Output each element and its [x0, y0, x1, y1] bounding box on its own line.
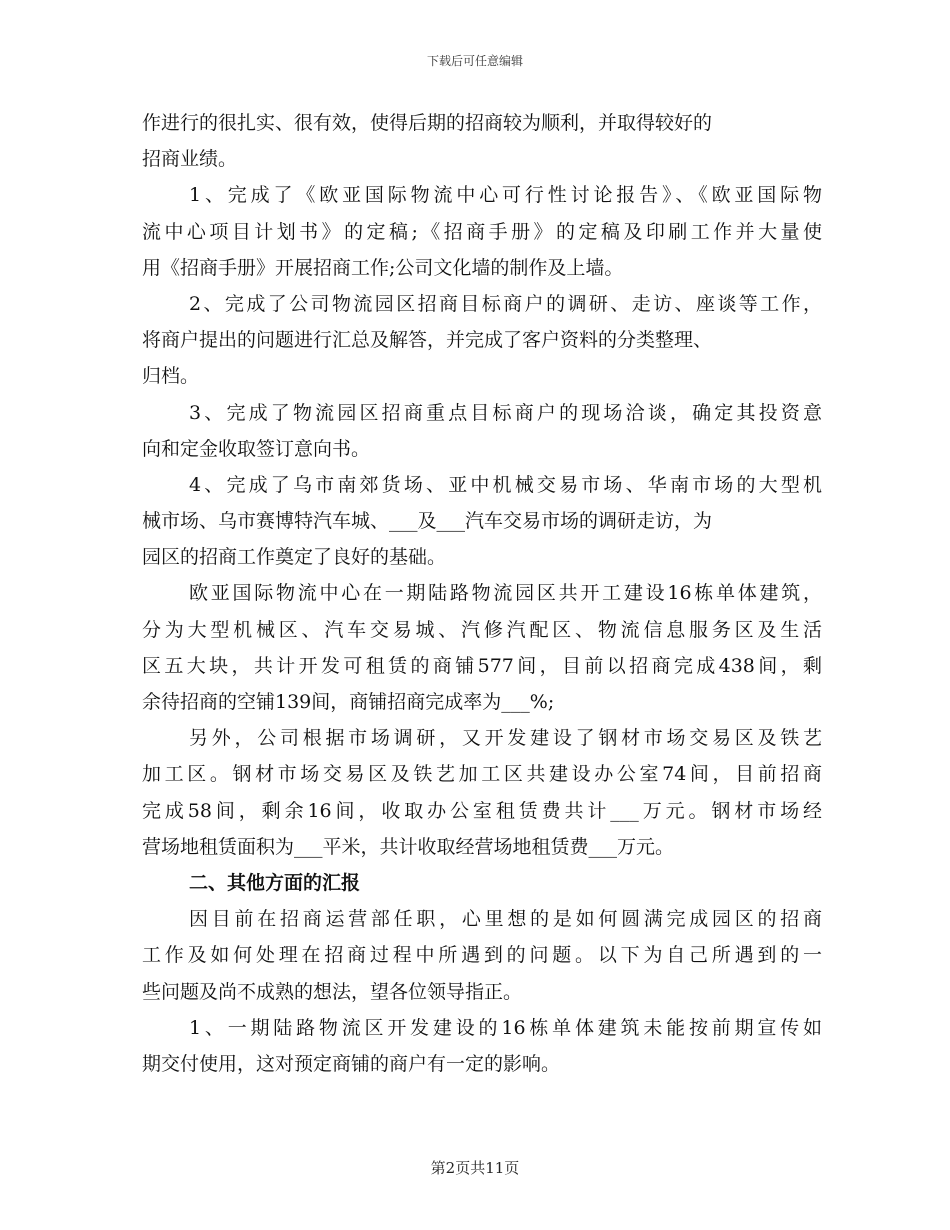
body-text [142, 105, 822, 1082]
text-line: 1、一期陆路物流区开发建设的16栋单体建筑未能按前期宣传如 [189, 1016, 822, 1039]
text-line: 4、完成了乌市南郊货场、亚中机械交易市场、华南市场的大型机 [189, 473, 822, 496]
text-line: 分为大型机械区、汽车交易城、汽修汽配区、物流信息服务区及生活 [142, 618, 822, 641]
text-line: 归档。 [142, 365, 200, 388]
text-line: 2、完成了公司物流园区招商目标商户的调研、走访、座谈等工作， [189, 292, 822, 315]
text-line: 作进行的很扎实、很有效，使得后期的招商较为顺利，并取得较好的 [142, 112, 713, 134]
text-line: 余待招商的空铺139间，商铺招商完成率为___%; [142, 691, 555, 713]
section-heading: 二、其他方面的汇报 [189, 871, 361, 894]
text-line: 营场地租赁面积为___平米，共计收取经营场地租赁费___万元。 [142, 835, 675, 858]
page-footer: 第2页共11页 [430, 1159, 520, 1177]
text-line: 械市场、乌市赛博特汽车城、___及___汽车交易市场的调研走访，为 [142, 510, 713, 533]
text-line: 工作及如何处理在招商过程中所遇到的问题。以下为自己所遇到的一 [142, 944, 822, 967]
text-line: 区五大块，共计开发可租赁的商铺577间，目前以招商完成438间，剩 [142, 654, 822, 677]
text-line: 将商户提出的问题进行汇总及解答，并完成了客户资料的分类整理、 [142, 329, 713, 352]
page-header: 下载后可任意编辑 [426, 54, 523, 68]
text-line: 向和定金收取签订意向书。 [142, 437, 371, 460]
text-line: 完成58间，剩余16间，收取办公室租赁费共计___万元。钢材市场经 [142, 799, 822, 822]
text-line: 1、完成了《欧亚国际物流中心可行性讨论报告》、《欧亚国际物 [189, 184, 822, 207]
text-line: 期交付使用，这对预定商铺的商户有一定的影响。 [142, 1052, 561, 1075]
text-line: 欧亚国际物流中心在一期陆路物流园区共开工建设16栋单体建筑， [189, 582, 822, 605]
text-line: 加工区。钢材市场交易区及铁艺加工区共建设办公室74间，目前招商 [142, 763, 822, 786]
text-line: 另外，公司根据市场调研，又开发建设了钢材市场交易区及铁艺 [189, 727, 822, 750]
text-line: 些问题及尚不成熟的想法，望各位领导指正。 [142, 980, 523, 1003]
text-line: 用《招商手册》开展招商工作;公司文化墙的制作及上墙。 [142, 256, 624, 279]
text-line: 园区的招商工作奠定了良好的基础。 [142, 546, 447, 569]
text-line: 3、完成了物流园区招商重点目标商户的现场洽谈，确定其投资意 [189, 401, 822, 424]
text-line: 流中心项目计划书》的定稿;《招商手册》的定稿及印刷工作并大量使 [142, 220, 822, 243]
text-line: 因目前在招商运营部任职，心里想的是如何圆满完成园区的招商 [189, 908, 822, 931]
text-line: 招商业绩。 [142, 148, 238, 171]
